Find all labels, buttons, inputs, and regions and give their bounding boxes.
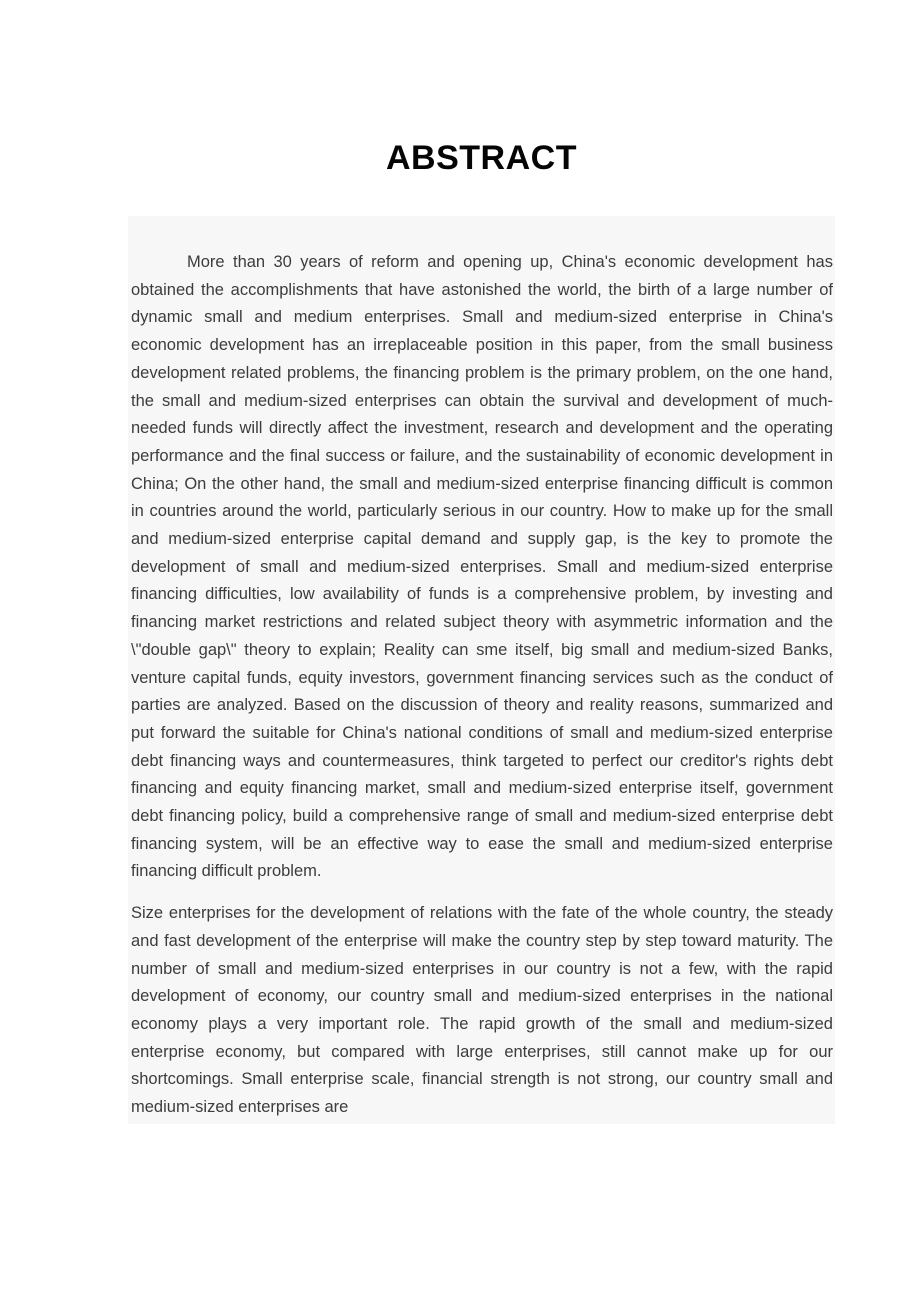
page-title: ABSTRACT [386, 139, 577, 177]
abstract-paragraph-2: Size enterprises for the development of relations with the fate of the whole country, the steady and fast development of the enterprise will make the country step by step toward maturity. The number of small and medium-sized enterprises in our country is not a few, with the rapid development of economy, our country small and medium-sized enterprises in the national economy plays a very important role. The rapid growth of the small and medium-sized enterprise economy, but compared with large enterprises, still cannot make up for our shortcomings. Small enterprise scale, financial strength is not strong, our country small and medium-sized enterprises are [131, 904, 833, 1117]
abstract-box [128, 216, 835, 1124]
content-column [128, 0, 835, 1124]
abstract-paragraph-1: More than 30 years of reform and opening up, China's economic development has obtained the accomplishments that have astonished the world, the birth of a large number of dynamic small and medium enterprises. Small and medium-sized enterprise in China's economic development has an irreplaceable position in this paper, from the small business development related problems, the financing problem is the primary problem, on the one hand, the small and medium-sized enterprises can obtain the survival and development of much-needed funds will directly affect the investment, research and development and the operating performance and the final success or failure, and the sustainability of economic development in China; On the other hand, the small and medium-sized enterprise financing difficult is common in countries around the world, particularly serious in our country. How to make up for the small and medium-sized enterprise capital demand and supply gap, is the key to promote the development of small and medium-sized enterprises. Small and medium-sized enterprise financing difficulties, low availability of funds is a comprehensive problem, by investing and financing market restrictions and related subject theory with asymmetric information and the \"double gap\" theory to explain; Reality can sme itself, big small and medium-sized Banks, venture capital funds, equity investors, government financing services such as the conduct of parties are analyzed. Based on the discussion of theory and reality reasons, summarized and put forward the suitable for China's national conditions of small and medium-sized enterprise debt financing ways and countermeasures, think targeted to perfect our creditor's rights debt financing and equity financing market, small and medium-sized enterprise itself, government debt financing policy, build a comprehensive range of small and medium-sized enterprise debt financing system, will be an effective way to ease the small and medium-sized enterprise financing difficult problem. [131, 253, 833, 881]
